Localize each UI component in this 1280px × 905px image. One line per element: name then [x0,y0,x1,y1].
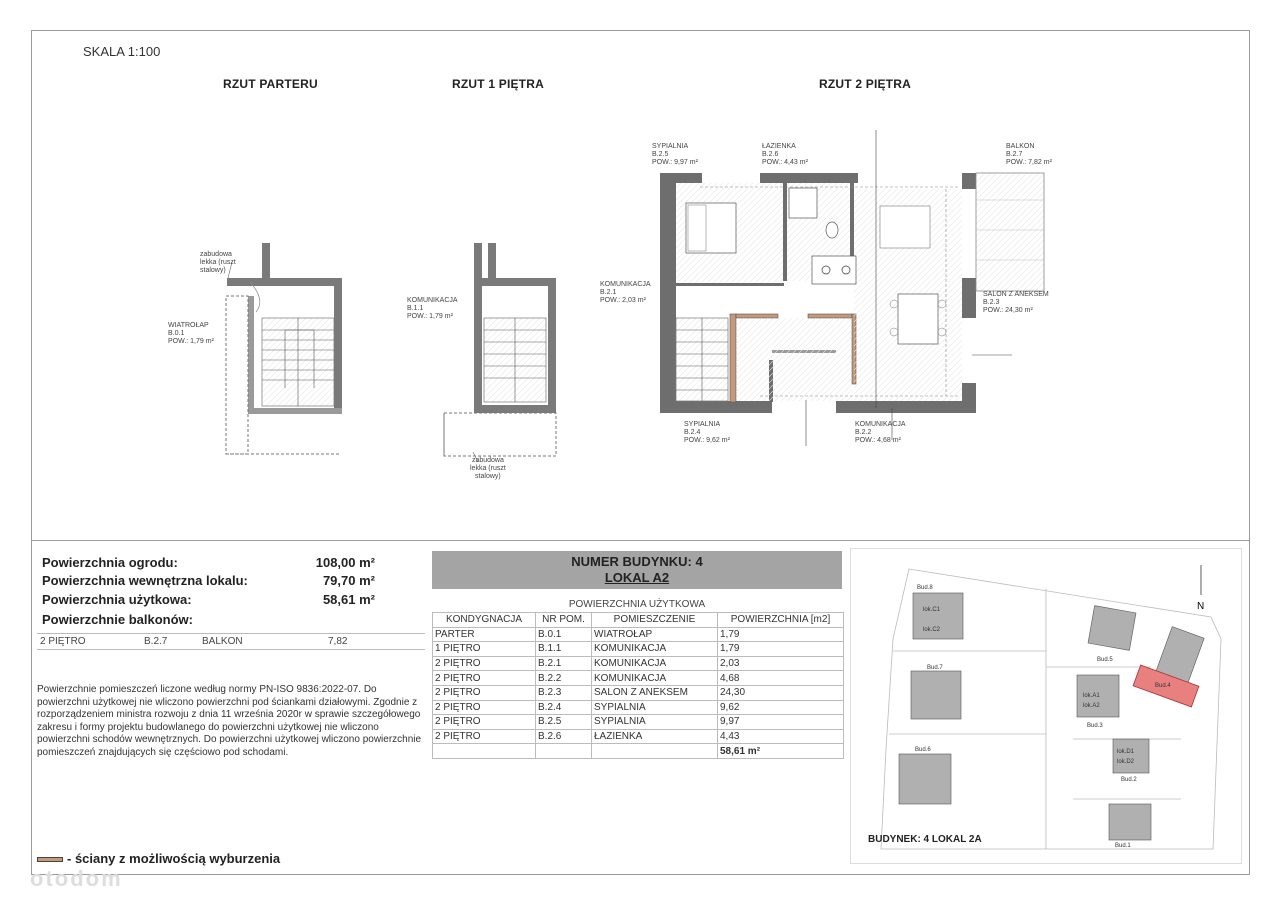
cell: PARTER [433,627,536,642]
cell: ŁAZIENKA [592,729,718,744]
total-area: 58,61 m² [718,744,844,759]
north-arrow-label: N [1197,601,1205,612]
section-divider [31,540,1250,541]
label-sypialnia-b24: SYPIALNIA B.2.4 POW.: 9,62 m² [684,421,730,444]
table-row [433,715,844,730]
area-calculation-note: Powierzchnie pomieszczeń liczone według normy PN-ISO 9836:2022-07. Do powierzchni użytkowej nie wliczono powierzchni pod ściankami działowymi. Zgodnie z rozporządzeniem ministra rozwoju z dnia 11 września 2020r w sprawie szczegółowego zakresu i formy projektu budowlanego do powierzchni użytkowej nie wliczono powierzchni schodów wewnętrznych. Do powierzchni użytkowej wliczono powierzchnie pomieszczeń znajdujących się częściowo pod schodami. [37,684,422,758]
balcony-floor: 2 PIĘTRO [40,636,86,647]
area-label-internal: Powierzchnia wewnętrzna lokalu: [42,573,248,588]
cell: WIATROŁAP [592,627,718,642]
label-lazienka-b26: ŁAZIENKA B.2.6 POW.: 4,43 m² [762,143,808,166]
site-label: Bud.1 [1115,843,1131,849]
table-row [433,642,844,657]
unit-name: LOKAL A2 [604,570,670,585]
cell: KOMUNIKACJA [592,671,718,686]
site-label: lok.D1 [1117,749,1135,755]
building-header [432,551,842,589]
site-label: Bud.8 [917,585,933,591]
cell: 24,30 [718,685,844,700]
cell: B.1.1 [536,642,592,657]
cell: B.2.4 [536,700,592,715]
table-row [433,685,844,700]
legend [37,851,280,866]
label-zabudowa-ground: zabudowa lekka (ruszt stalowy) [200,251,236,274]
table-title: POWIERZCHNIA UŻYTKOWA [568,599,706,610]
area-value-garden: 108,00 m² [315,555,375,570]
area-label-balconies: Powierzchnie balkonów: [42,612,193,627]
balcony-number: B.2.7 [144,636,168,647]
cell: 2 PIĘTRO [433,729,536,744]
building-number: NUMER BUDYNKU: 4 [571,554,703,569]
cell: 2 PIĘTRO [433,656,536,671]
watermark: otodom [30,866,123,891]
site-label: Bud.4 [1155,683,1171,689]
cell: 9,97 [718,715,844,730]
rooms-table [432,612,844,759]
cell: B.2.2 [536,671,592,686]
table-header: POWIERZCHNIA [m2] [718,613,844,628]
table-row [433,700,844,715]
cell: KOMUNIKACJA [592,656,718,671]
table-header-row [433,613,844,628]
site-label: Bud.6 [915,747,931,753]
balcony-area: 7,82 [328,636,348,647]
site-map-caption: BUDYNEK: 4 LOKAL 2A [868,834,982,845]
plan-title-floor1: RZUT 1 PIĘTRA [452,77,544,91]
label-komunikacja-b11: KOMUNIKACJA B.1.1 POW.: 1,79 m² [407,297,458,320]
area-value-usable: 58,61 m² [322,592,375,607]
legend-text: - ściany z możliwością wyburzenia [67,851,281,866]
removable-wall-swatch [37,857,63,862]
table-header: NR POM. [536,613,592,628]
table-row [433,627,844,642]
first-floor-plan [444,243,556,462]
table-row [433,729,844,744]
scale-label: SKALA 1:100 [83,44,161,59]
table-header: POMIESZCZENIE [592,613,718,628]
label-sypialnia-b25: SYPIALNIA B.2.5 POW.: 9,97 m² [652,143,698,166]
site-label: lok.A1 [1083,693,1100,699]
site-label: Bud.2 [1121,777,1137,783]
site-label: Bud.7 [927,665,943,671]
label-zabudowa-floor1: zabudowa lekka (ruszt stalowy) [470,457,506,480]
site-label: Bud.3 [1087,723,1103,729]
site-label: lok.C2 [923,627,941,633]
label-balkon-b27: BALKON B.2.7 POW.: 7,82 m² [1006,143,1052,166]
site-label: lok.C1 [923,607,941,613]
cell: SYPIALNIA [592,715,718,730]
balcony-row [37,633,425,650]
label-komunikacja-b21: KOMUNIKACJA B.2.1 POW.: 2,03 m² [600,281,651,304]
table-header: KONDYGNACJA [433,613,536,628]
cell: SYPIALNIA [592,700,718,715]
site-label: Bud.5 [1097,657,1113,663]
cell: 2 PIĘTRO [433,671,536,686]
cell: 1 PIĘTRO [433,642,536,657]
label-salon-b23: SALON Z ANEKSEM B.2.3 POW.: 24,30 m² [983,291,1049,314]
label-komunikacja-b22: KOMUNIKACJA B.2.2 POW.: 4,68 m² [855,421,906,444]
cell: 1,79 [718,627,844,642]
cell: KOMUNIKACJA [592,642,718,657]
cell: 2 PIĘTRO [433,700,536,715]
cell: 2,03 [718,656,844,671]
table-row [433,656,844,671]
ground-floor-plan [226,243,342,454]
table-row [433,671,844,686]
cell: 2 PIĘTRO [433,715,536,730]
cell: B.2.5 [536,715,592,730]
plan-title-ground: RZUT PARTERU [223,77,318,91]
cell: 9,62 [718,700,844,715]
site-map-drawing [851,549,1243,865]
label-wiatrolap: WIATROŁAP B.0.1 POW.: 1,79 m² [168,322,214,345]
cell: 4,68 [718,671,844,686]
table-total-row [433,744,844,759]
plan-title-floor2: RZUT 2 PIĘTRA [819,77,911,91]
area-value-internal: 79,70 m² [322,573,375,588]
site-map [850,548,1242,864]
cell: 2 PIĘTRO [433,685,536,700]
cell: SALON Z ANEKSEM [592,685,718,700]
area-label-usable: Powierzchnia użytkowa: [42,592,192,607]
site-label: lok.D2 [1117,759,1135,765]
cell: 1,79 [718,642,844,657]
balcony-name: BALKON [202,636,243,647]
cell: B.2.6 [536,729,592,744]
second-floor-plan [660,130,1044,446]
cell: 4,43 [718,729,844,744]
cell: B.0.1 [536,627,592,642]
cell: B.2.3 [536,685,592,700]
cell: B.2.1 [536,656,592,671]
area-label-garden: Powierzchnia ogrodu: [42,555,178,570]
site-label: lok.A2 [1083,703,1100,709]
